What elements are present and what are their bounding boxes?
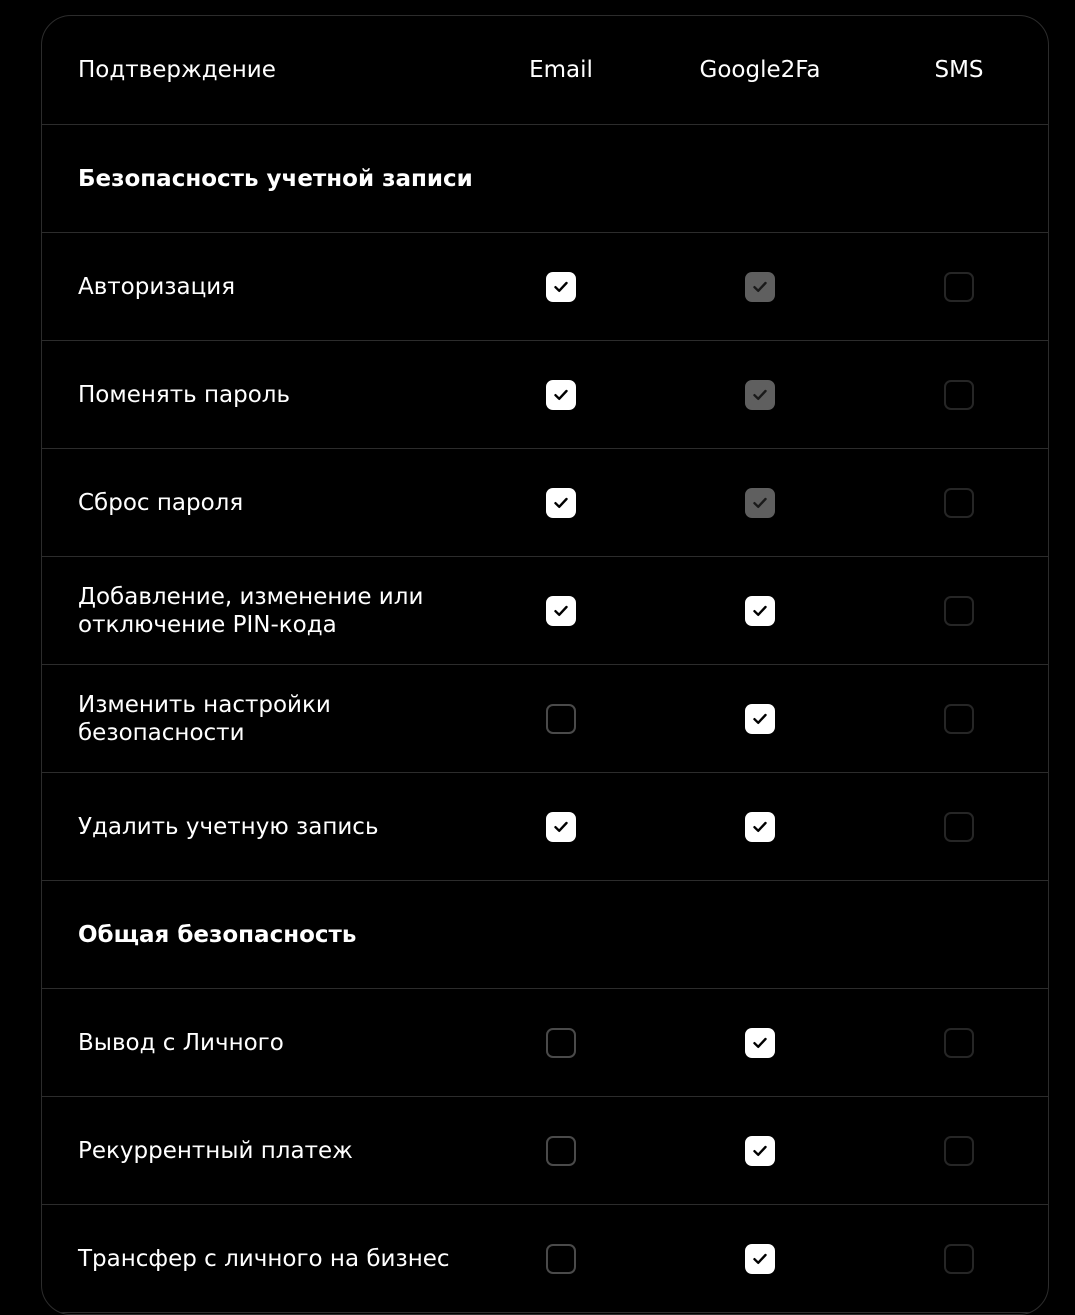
header-label: Подтверждение (78, 57, 276, 83)
checkmark-icon (753, 1037, 767, 1049)
table-header (42, 16, 1048, 125)
column-header-google2fa: Google2Fa (699, 57, 821, 83)
checkmark-icon (753, 389, 767, 401)
sms-cell (929, 1097, 989, 1204)
google2fa-checkbox[interactable] (745, 1028, 775, 1058)
email-cell (531, 773, 591, 880)
table-row (42, 233, 1048, 341)
email-checkbox[interactable] (546, 812, 576, 842)
section-header-row (42, 125, 1048, 233)
sms-cell (929, 233, 989, 340)
sms-checkbox (944, 596, 974, 626)
google2fa-checkbox[interactable] (745, 488, 775, 518)
table-row (42, 341, 1048, 449)
section-title: Безопасность учетной записи (78, 165, 473, 192)
checkmark-icon (753, 1253, 767, 1265)
google2fa-cell (730, 557, 790, 664)
sms-cell (929, 341, 989, 448)
google2fa-cell (730, 449, 790, 556)
checkmark-icon (554, 281, 568, 293)
google2fa-cell (730, 773, 790, 880)
row-label: Изменить настройки безопасности (78, 691, 331, 746)
sms-cell (929, 449, 989, 556)
sms-checkbox (944, 1244, 974, 1274)
google2fa-checkbox[interactable] (745, 596, 775, 626)
table-row (42, 773, 1048, 881)
checkmark-icon (554, 389, 568, 401)
email-checkbox[interactable] (546, 488, 576, 518)
checkmark-icon (753, 605, 767, 617)
email-cell (531, 989, 591, 1096)
sms-checkbox (944, 704, 974, 734)
checkmark-icon (753, 497, 767, 509)
sms-cell (929, 557, 989, 664)
row-label: Удалить учетную запись (78, 813, 379, 840)
sms-cell (929, 665, 989, 772)
sms-checkbox (944, 380, 974, 410)
email-cell (531, 341, 591, 448)
email-cell (531, 1205, 591, 1312)
google2fa-cell (730, 665, 790, 772)
google2fa-checkbox[interactable] (745, 272, 775, 302)
row-label: Добавление, изменение или отключение PIN-кода (78, 583, 424, 638)
google2fa-cell (730, 1205, 790, 1312)
google2fa-checkbox[interactable] (745, 812, 775, 842)
checkmark-icon (753, 821, 767, 833)
sms-checkbox (944, 1028, 974, 1058)
google2fa-checkbox[interactable] (745, 704, 775, 734)
email-checkbox[interactable] (546, 1244, 576, 1274)
google2fa-cell (730, 233, 790, 340)
table-row (42, 989, 1048, 1097)
sms-cell (929, 773, 989, 880)
table-body (42, 125, 1048, 1313)
email-checkbox[interactable] (546, 272, 576, 302)
email-cell (531, 557, 591, 664)
table-row (42, 449, 1048, 557)
checkmark-icon (554, 821, 568, 833)
sms-cell (929, 1205, 989, 1312)
column-header-sms: SMS (934, 57, 984, 83)
google2fa-checkbox[interactable] (745, 1244, 775, 1274)
email-checkbox[interactable] (546, 1136, 576, 1166)
google2fa-cell (730, 989, 790, 1096)
email-checkbox[interactable] (546, 380, 576, 410)
google2fa-cell (730, 1097, 790, 1204)
table-row (42, 557, 1048, 665)
row-label: Авторизация (78, 273, 236, 300)
google2fa-checkbox[interactable] (745, 1136, 775, 1166)
row-label: Поменять пароль (78, 381, 291, 408)
table-row (42, 1097, 1048, 1205)
sms-checkbox (944, 488, 974, 518)
email-cell (531, 233, 591, 340)
sms-checkbox (944, 1136, 974, 1166)
email-checkbox[interactable] (546, 1028, 576, 1058)
checkmark-icon (554, 605, 568, 617)
section-header-row (42, 881, 1048, 989)
sms-checkbox (944, 812, 974, 842)
row-label: Рекуррентный платеж (78, 1137, 353, 1164)
email-checkbox[interactable] (546, 704, 576, 734)
row-label: Сброс пароля (78, 489, 244, 516)
row-label: Вывод с Личного (78, 1029, 284, 1056)
confirmation-settings-table (41, 15, 1049, 1315)
checkmark-icon (753, 713, 767, 725)
checkmark-icon (554, 497, 568, 509)
email-cell (531, 449, 591, 556)
email-cell (531, 1097, 591, 1204)
row-label: Трансфер с личного на бизнес (78, 1245, 450, 1272)
google2fa-checkbox[interactable] (745, 380, 775, 410)
table-row (42, 665, 1048, 773)
sms-cell (929, 989, 989, 1096)
checkmark-icon (753, 281, 767, 293)
section-title: Общая безопасность (78, 921, 357, 948)
email-checkbox[interactable] (546, 596, 576, 626)
table-row (42, 1205, 1048, 1313)
email-cell (531, 665, 591, 772)
checkmark-icon (753, 1145, 767, 1157)
google2fa-cell (730, 341, 790, 448)
column-header-email: Email (529, 57, 593, 83)
sms-checkbox (944, 272, 974, 302)
